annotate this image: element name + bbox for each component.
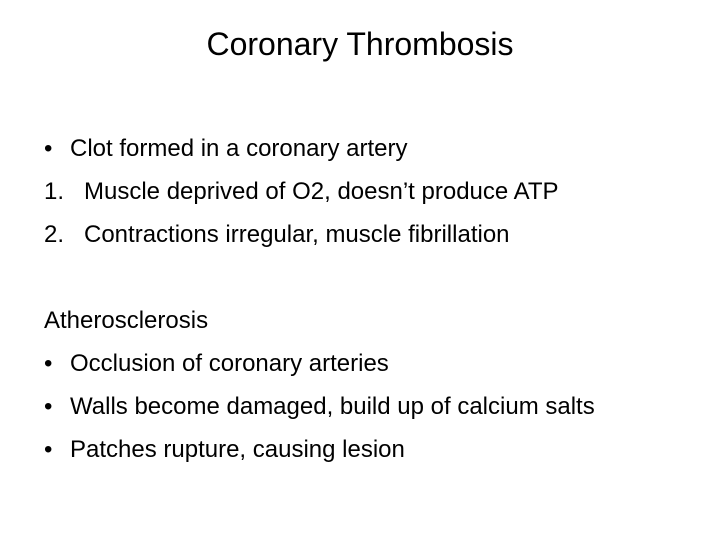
slide-title: Coronary Thrombosis bbox=[206, 26, 514, 62]
list-item-text: Clot formed in a coronary artery bbox=[70, 135, 408, 162]
number-marker: 1. bbox=[44, 178, 65, 205]
list-item bbox=[44, 385, 684, 428]
list-item-text: Walls become damaged, build up of calcium salts bbox=[70, 393, 595, 420]
list-item-text: Occlusion of coronary arteries bbox=[70, 350, 389, 377]
section-heading: Atherosclerosis bbox=[44, 307, 209, 334]
list-item bbox=[44, 213, 684, 256]
bullet-marker: • bbox=[44, 436, 53, 463]
list-item bbox=[44, 170, 684, 213]
list-item-text: Contractions irregular, muscle fibrillation bbox=[84, 221, 510, 248]
list-item-text: Muscle deprived of O2, doesn’t produce ATP bbox=[84, 178, 559, 205]
list-item bbox=[44, 127, 684, 170]
list-item bbox=[44, 342, 684, 385]
list-item-text: Patches rupture, causing lesion bbox=[70, 436, 405, 463]
bullet-marker: • bbox=[44, 393, 53, 420]
list-item bbox=[44, 428, 684, 471]
thrombosis-list bbox=[44, 127, 684, 256]
bullet-marker: • bbox=[44, 135, 53, 162]
atherosclerosis-section bbox=[44, 299, 684, 471]
bullet-marker: • bbox=[44, 350, 53, 377]
number-marker: 2. bbox=[44, 221, 65, 248]
